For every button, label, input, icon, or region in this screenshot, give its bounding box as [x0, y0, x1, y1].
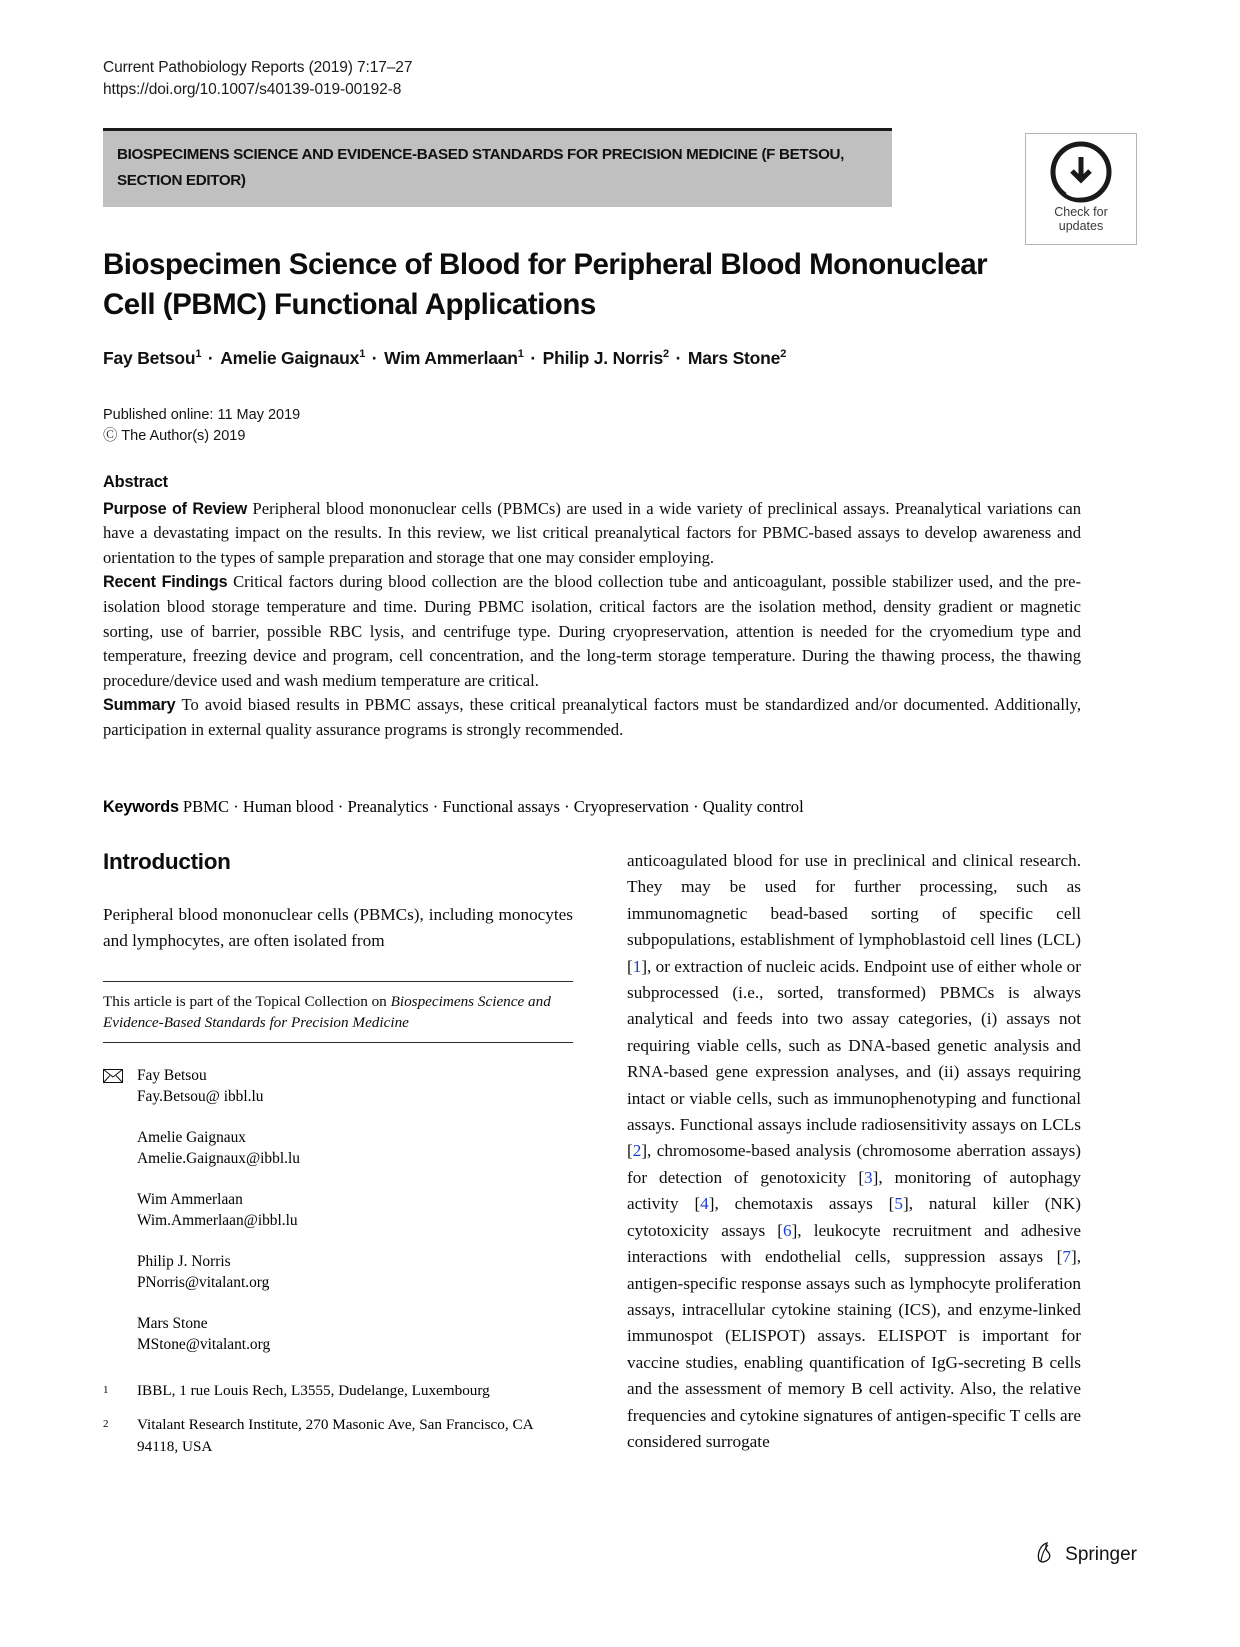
author-contact-name: Amelie Gaignaux	[137, 1128, 246, 1146]
citation-link[interactable]: 7	[1062, 1247, 1071, 1267]
page-title: Biospecimen Science of Blood for Peripheral Blood Mononuclear Cell (PBMC) Functional Applications	[103, 248, 988, 321]
author-contact-name: Philip J. Norris	[137, 1252, 231, 1270]
published-online-date: Published online: 11 May 2019	[103, 407, 301, 423]
abstract-heading: Abstract	[103, 473, 168, 491]
footnote-divider-bottom	[103, 1042, 573, 1043]
body-text-run: ], natural killer (NK) cytotoxicity assays [	[627, 1194, 1081, 1240]
author-name: Fay Betsou	[103, 348, 196, 368]
abstract-text: Critical factors during blood collection are the blood collection tube and anticoagulant, possible stabilizer used, and the pre-isolation blood storage temperature and time. During PBMC isolation, critical factors are the isolation method, density gradient or magnetic sorting, use of barrier, possible RBC lysis, and centrifuge type. During cryopreservation, attention is needed for the cryomedium type and temperature, freezing device and program, cell concentration, and the long-term storage temperature. During the thawing process, the thawing procedure/device used and wash medium temperature are critical.	[103, 572, 1081, 690]
section-editor-banner: BIOSPECIMENS SCIENCE AND EVIDENCE-BASED STANDARDS FOR PRECISION MEDICINE (F BETSOU, SECTION EDITOR)	[103, 128, 892, 207]
corresponding-author-email[interactable]: Fay.Betsou@ ibbl.lu	[137, 1088, 264, 1106]
journal-citation: Current Pathobiology Reports (2019) 7:17–27	[103, 59, 413, 76]
author	[688, 348, 786, 368]
author-contact-name: Mars Stone	[137, 1314, 208, 1332]
topical-collection-note	[103, 991, 573, 1033]
left-column	[103, 848, 573, 1470]
body-text-run: ], chemotaxis assays [	[708, 1194, 895, 1214]
springer-label: Springer	[1065, 1544, 1137, 1565]
badge-line-1: Check for	[1054, 205, 1108, 219]
author-affiliation-marker: 2	[662, 348, 669, 361]
abstract-section	[103, 470, 1081, 743]
body-text-run: ], monitoring of autophagy activity [	[627, 1167, 1081, 1214]
topical-collection-prefix: This article is part of the Topical Collection on	[103, 992, 391, 1010]
check-for-updates-label	[1054, 205, 1108, 233]
citation-link[interactable]: 6	[782, 1220, 792, 1240]
abstract-purpose-of-review	[103, 497, 1081, 571]
right-column	[627, 848, 1081, 1455]
introduction-heading: Introduction	[103, 849, 231, 874]
author-list	[103, 345, 1053, 371]
author-affiliation-marker: 1	[517, 348, 524, 361]
body-text-run: ], antigen-specific response assays such as lymphocyte proliferation assays, intracellular cytokine staining (ICS), and enzyme-linked immunospot (ELISPOT) assays. ELISPOT is important for vaccine studies, enabling quantification of IgG-secreting B cells and the assessment of memory B cell activity. Also, the relative frequencies and cytokine signatures of antigen-specific T cells are considered surrogate	[627, 1247, 1081, 1451]
affiliation-number: 2	[103, 1418, 109, 1431]
introduction-continued-paragraph	[627, 848, 1081, 1455]
author-contact-email[interactable]: Amelie.Gaignaux@ibbl.lu	[137, 1150, 300, 1168]
correspondence-block	[103, 1065, 573, 1458]
body-text-run: ], chromosome-based analysis (chromosome aberration assays) for detection of genotoxicity [	[627, 1141, 1081, 1187]
check-for-updates-badge[interactable]	[1025, 133, 1137, 245]
author-separator: ·	[367, 348, 383, 368]
abstract-subheading: Recent Findings	[103, 573, 228, 592]
abstract-subheading: Purpose of Review	[103, 499, 248, 518]
author-separator: ·	[203, 348, 219, 368]
corresponding-author-name: Fay Betsou	[137, 1066, 207, 1084]
keywords-text: PBMC · Human blood · Preanalytics · Functional assays · Cryopreservation · Quality control	[182, 797, 804, 816]
author-affiliation-marker: 2	[780, 348, 787, 361]
author	[220, 348, 365, 368]
introduction-paragraph: Peripheral blood mononuclear cells (PBMCs), including monocytes and lymphocytes, are often isolated from	[103, 905, 573, 951]
author-name: Amelie Gaignaux	[220, 348, 360, 368]
footnote-divider-top	[103, 981, 573, 982]
envelope-icon	[103, 1065, 129, 1090]
author-contact-email[interactable]: MStone@vitalant.org	[137, 1336, 271, 1354]
check-for-updates-icon	[1050, 141, 1112, 203]
author-contact	[103, 1313, 573, 1356]
copyright-line: Ⓒ The Author(s) 2019	[103, 428, 246, 444]
citation-link[interactable]: 4	[700, 1194, 709, 1214]
abstract-subheading: Summary	[103, 696, 176, 715]
author-contact	[103, 1127, 573, 1170]
author-contact-name: Wim Ammerlaan	[137, 1190, 243, 1208]
author-name: Mars Stone	[687, 348, 781, 368]
author	[103, 348, 201, 368]
abstract-text: Peripheral blood mononuclear cells (PBMCs) are used in a wide variety of preclinical assays. Preanalytical variations can have a devastating impact on the results. In this review, we list critical preanalytical factors for PBMC-based assays to develop awareness and orientation to the types of sample preparation and storage that one may consider employing.	[103, 498, 1081, 567]
author-contact	[103, 1251, 573, 1294]
topical-collection-title: Biospecimens Science and Evidence-Based Standards for Precision Medicine	[103, 992, 551, 1031]
author-name: Wim Ammerlaan	[384, 348, 518, 368]
body-text-run: ], or extraction of nucleic acids. Endpoint use of either whole or subprocessed (i.e., sorted, transformed) PBMCs is always analytical and feeds into two assay categories, (i) assays not requiring viable cells, such as DNA-based genetic analysis and RNA-based gene expression analyses, and (ii) assays requiring intact or viable cells, such as immunophenotyping and functional assays. Functional assays include radiosensitivity assays on LCLs [	[627, 956, 1081, 1161]
corresponding-author	[103, 1065, 573, 1108]
author-contact	[103, 1189, 573, 1232]
body-text-run: ], leukocyte recruitment and adhesive interactions with endothelial cells, suppression assays [	[627, 1220, 1081, 1267]
abstract-summary	[103, 693, 1081, 742]
author-separator: ·	[670, 348, 686, 368]
author	[384, 348, 524, 368]
affiliation-number: 1	[103, 1383, 109, 1396]
abstract-text: To avoid biased results in PBMC assays, these critical preanalytical factors must be standardized and/or documented. Additionally, participation in external quality assurance programs is strongly recommended.	[103, 695, 1081, 739]
body-text-run: anticoagulated blood for use in preclinical and clinical research. They may be used for further processing, such as immunomagnetic bead-based sorting of specific cell subpopulations, establishment of lymphoblastoid cell lines (LCL) [	[627, 851, 1081, 976]
citation-link[interactable]: 2	[632, 1141, 642, 1161]
keywords-label: Keywords	[103, 798, 179, 816]
springer-footer	[1036, 1541, 1137, 1569]
author-contact-email[interactable]: Wim.Ammerlaan@ibbl.lu	[137, 1212, 298, 1230]
badge-line-2: updates	[1058, 219, 1104, 233]
citation-link[interactable]: 5	[894, 1194, 903, 1214]
affiliation-text: IBBL, 1 rue Louis Rech, L3555, Dudelange, Luxembourg	[137, 1381, 490, 1399]
keywords-section	[103, 795, 1081, 819]
author-separator: ·	[525, 348, 541, 368]
citation-link[interactable]: 3	[864, 1167, 873, 1187]
author-name: Philip J. Norris	[542, 348, 663, 368]
author-affiliation-marker: 1	[195, 348, 202, 361]
affiliation	[103, 1414, 573, 1457]
affiliation	[103, 1380, 573, 1402]
abstract-recent-findings	[103, 570, 1081, 693]
publication-info	[103, 405, 300, 447]
corresponding-author-details	[129, 1065, 263, 1108]
journal-doi[interactable]: https://doi.org/10.1007/s40139-019-00192-8	[103, 81, 402, 98]
citation-link[interactable]: 1	[632, 956, 642, 976]
author-affiliation-marker: 1	[359, 348, 366, 361]
springer-logo-icon	[1036, 1541, 1056, 1569]
author-contact-email[interactable]: PNorris@vitalant.org	[137, 1274, 270, 1292]
affiliation-text: Vitalant Research Institute, 270 Masonic Ave, San Francisco, CA 94118, USA	[137, 1416, 533, 1455]
author	[543, 348, 669, 368]
journal-header	[103, 57, 412, 101]
